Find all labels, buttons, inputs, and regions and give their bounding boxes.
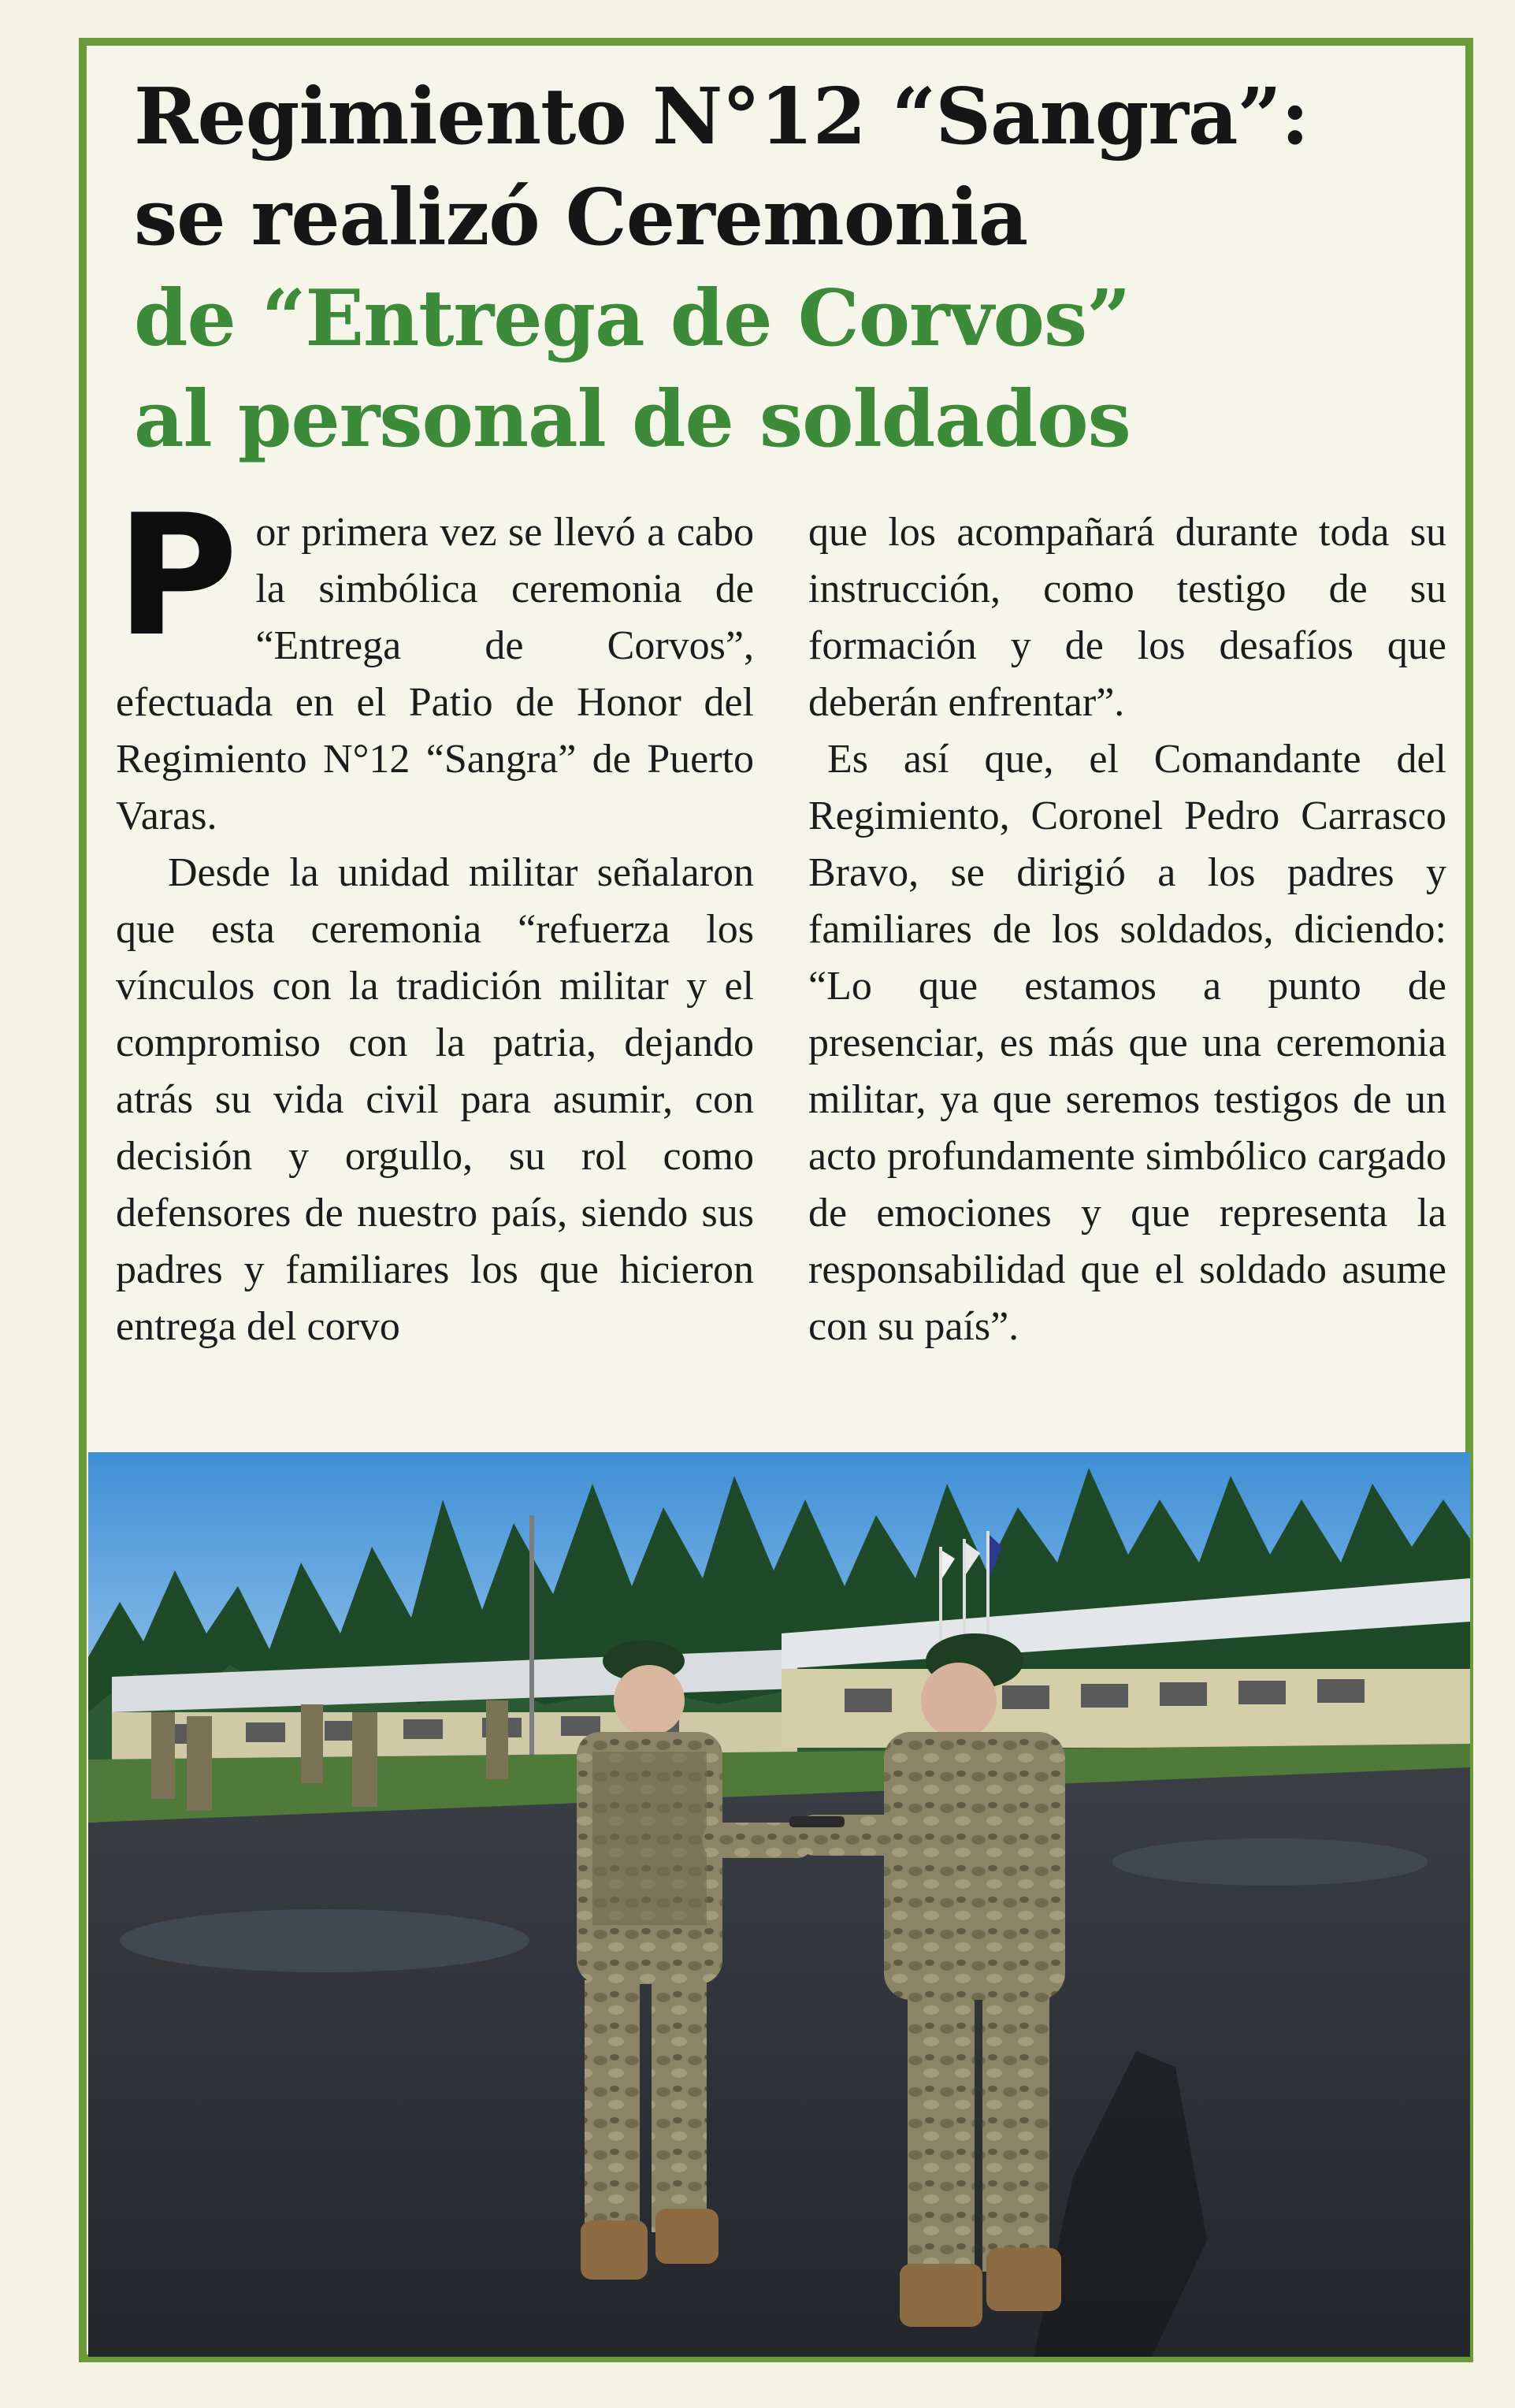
headline-line-4: al personal de soldados xyxy=(134,374,1131,465)
article-column-left xyxy=(116,478,754,1355)
headline-line-3: de “Entrega de Corvos” xyxy=(134,273,1131,364)
drop-cap: P xyxy=(116,478,239,673)
headline-line-1: Regimiento N°12 “Sangra”: xyxy=(134,72,1309,162)
article-column-right xyxy=(808,504,1446,1355)
paragraph-1: or primera vez se llevó a cabo la simbólica ceremonia de “Entrega de Corvos”, efectuada en el Patio de Honor del Regimiento N°12 “Sangra” de Puerto Varas. xyxy=(116,510,754,838)
ceremony-photo xyxy=(88,1452,1470,2357)
paragraph-2: Desde la unidad militar señalaron que esta ceremonia “refuerza los vínculos con la tradición militar y el compromiso con la patria, dejando atrás su vida civil para asumir, con decisión y orgullo, su rol como defensores de nuestro país, siendo sus padres y familiares los que hicieron entrega del corvo xyxy=(116,850,754,1349)
paragraph-3: que los acompañará durante toda su instrucción, como testigo de su formación y de los desafíos que deberán enfrentar”. xyxy=(808,510,1446,725)
paragraph-4: Es así que, el Comandante del Regimiento, Coronel Pedro Carrasco Bravo, se dirigió a los padres y familiares de los soldados, diciendo: “Lo que estamos a punto de presenciar, es más que una ceremonia militar, ya que seremos testigos de un acto profundamente simbólico cargado de emociones y que representa la responsabilidad que el soldado asume con su país”. xyxy=(808,737,1446,1349)
headline xyxy=(134,67,1434,470)
headline-line-2: se realizó Ceremonia xyxy=(134,173,1028,263)
